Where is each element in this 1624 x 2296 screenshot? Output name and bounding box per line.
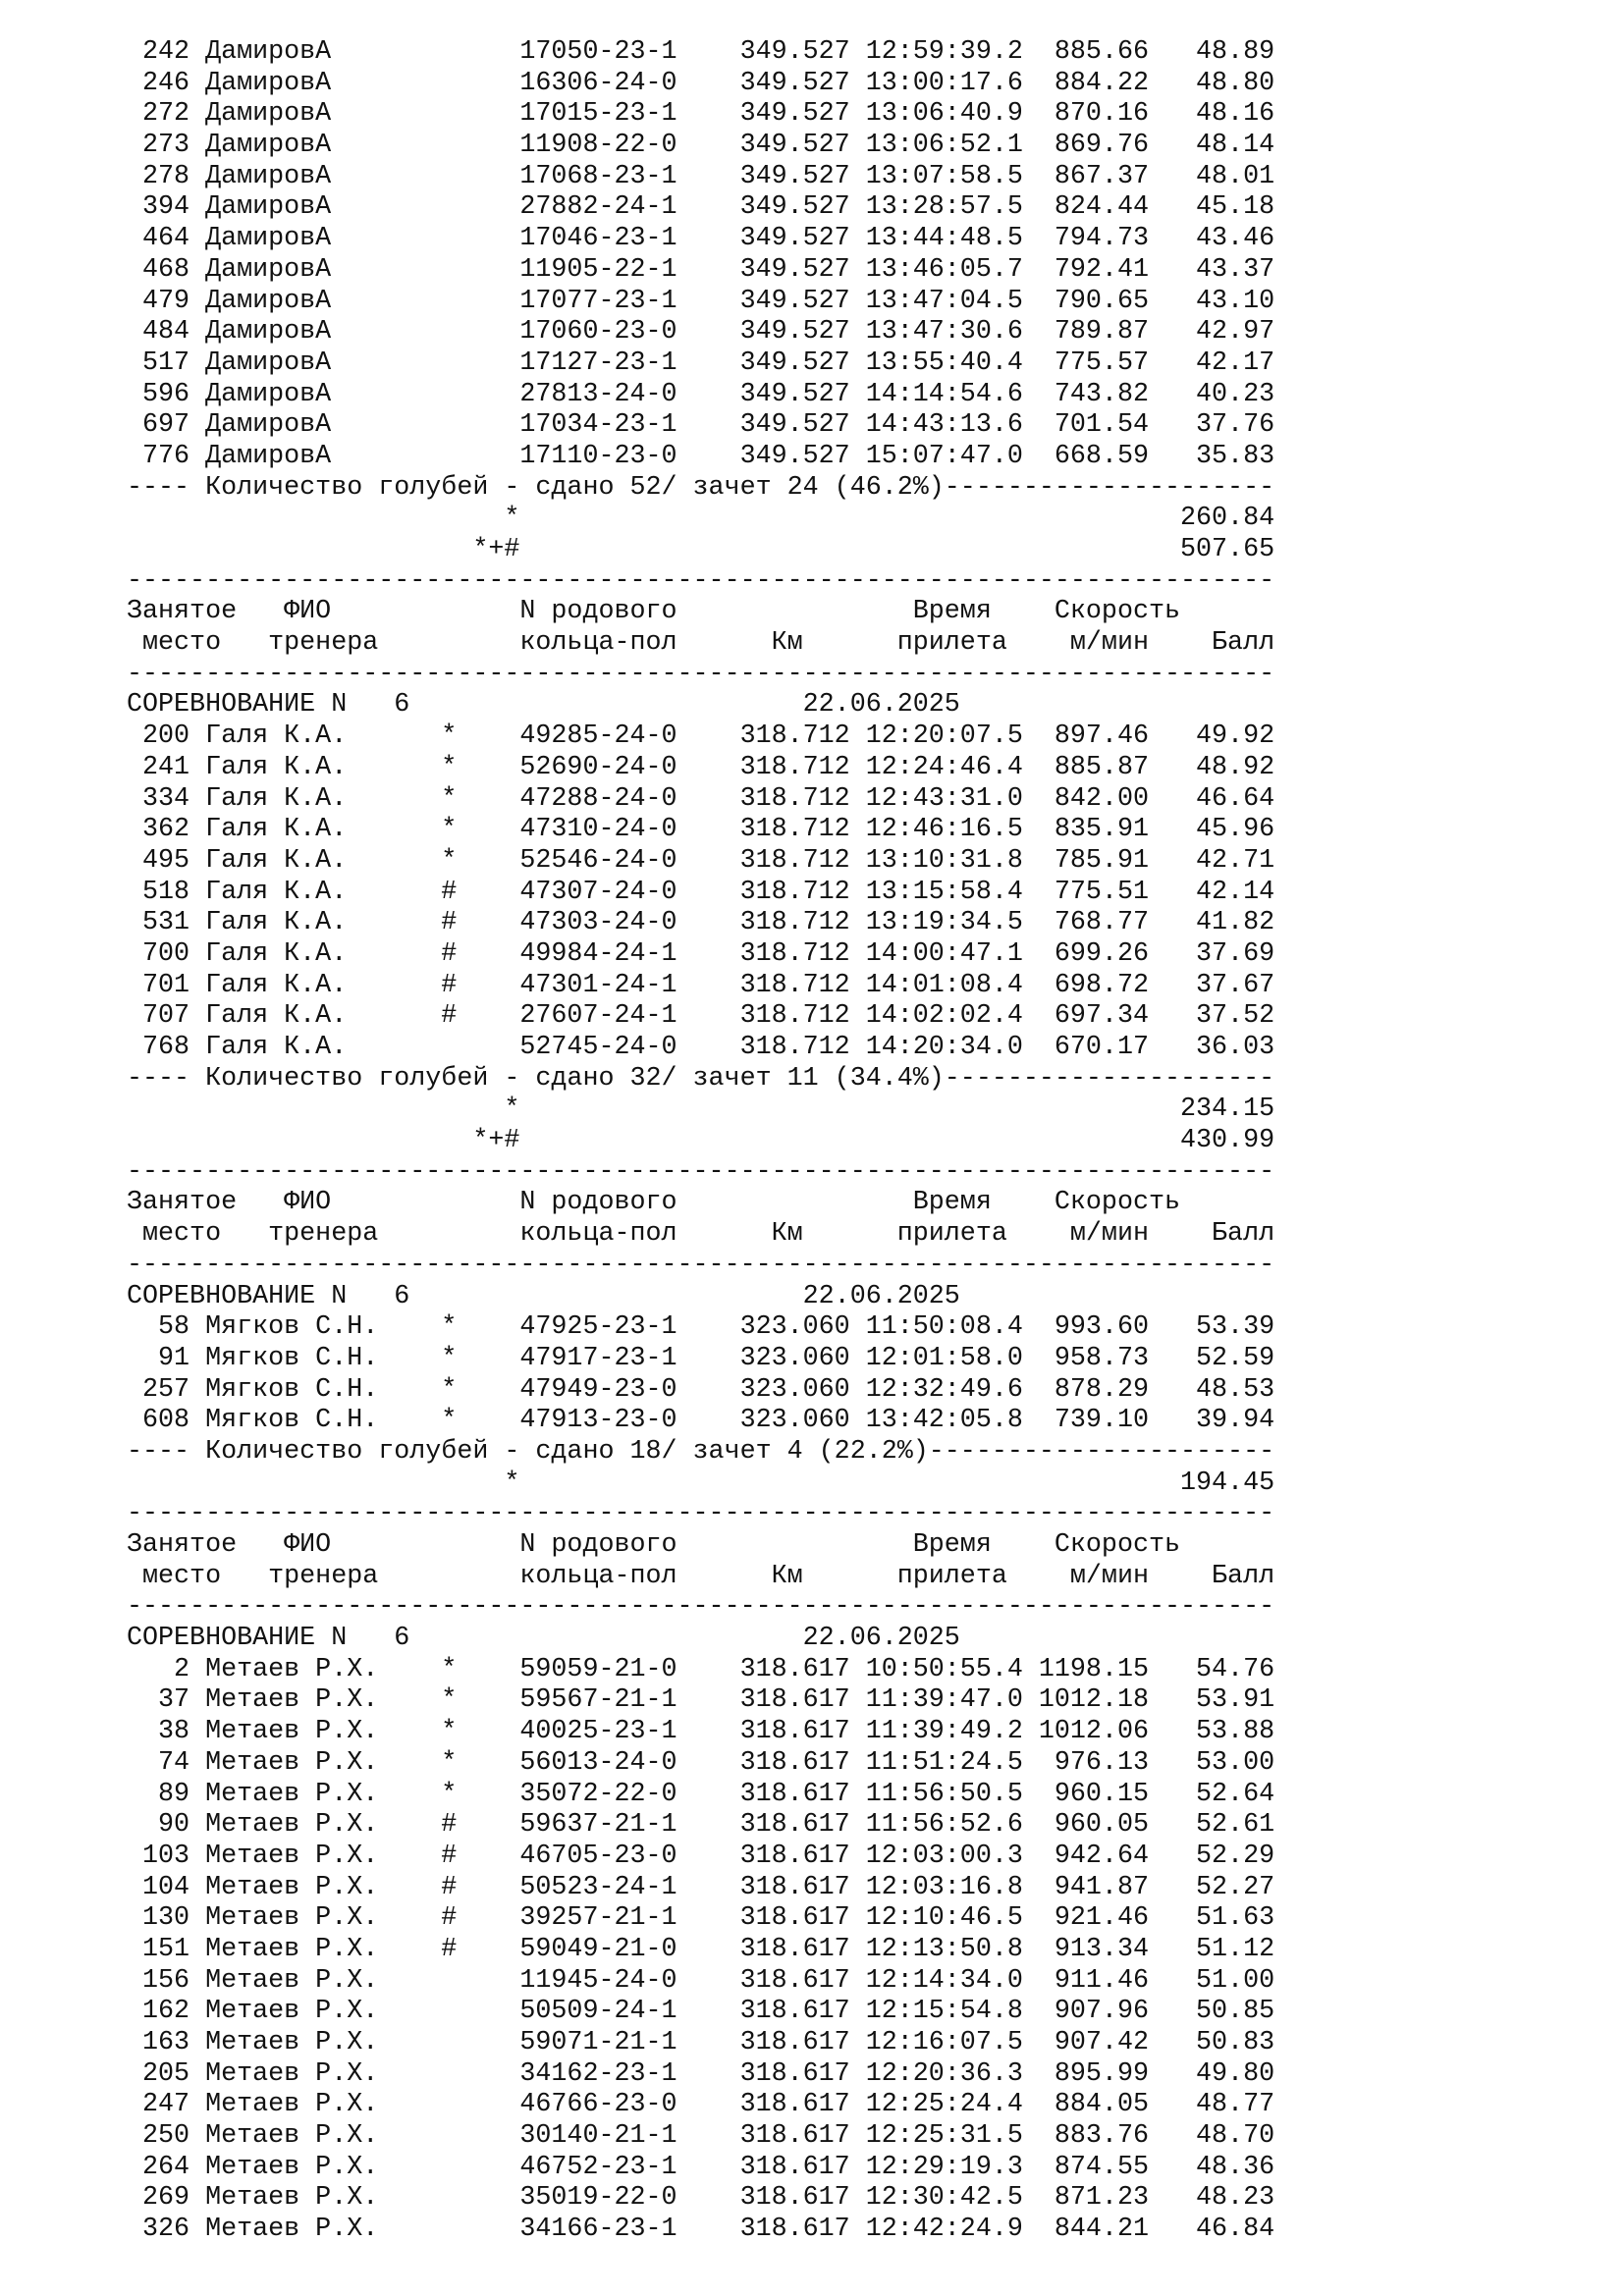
table-row: 273 ДамировА 11908-22-0 349.527 13:06:52.1 869.76 48.14 <box>127 131 1275 161</box>
block-total: *+# 507.65 <box>127 535 1275 564</box>
table-row: 484 ДамировА 17060-23-0 349.527 13:47:30.6 789.87 42.97 <box>127 317 1275 347</box>
block-summary: ---- Количество голубей - сдано 32/ зачет 11 (34.4%)--------------------- <box>127 1063 1275 1094</box>
table-row: 38 Метаев Р.Х. * 40025-23-1 318.617 11:39:49.2 1012.06 53.88 <box>127 1717 1275 1747</box>
table-row: 479 ДамировА 17077-23-1 349.527 13:47:04.5 790.65 43.10 <box>127 286 1275 316</box>
table-row: 89 Метаев Р.Х. * 35072-22-0 318.617 11:56:50.5 960.15 52.64 <box>127 1779 1275 1809</box>
table-row: 241 Галя К.А. * 52690-24-0 318.712 12:24:46.4 885.87 48.92 <box>127 752 1275 782</box>
table-row: 103 Метаев Р.Х. # 46705-23-0 318.617 12:03:00.3 942.64 52.29 <box>127 1841 1275 1871</box>
table-row: 200 Галя К.А. * 49285-24-0 318.712 12:20:07.5 897.46 49.92 <box>127 721 1275 752</box>
table-row: 768 Галя К.А. 52745-24-0 318.712 14:20:34.0 670.17 36.03 <box>127 1033 1275 1062</box>
table-row: 257 Мягков С.Н. * 47949-23-0 323.060 12:32:49.6 878.29 48.53 <box>127 1374 1275 1405</box>
block-total: * 260.84 <box>127 504 1275 534</box>
table-row: 90 Метаев Р.Х. # 59637-21-1 318.617 11:56:52.6 960.05 52.61 <box>127 1810 1275 1841</box>
table-row: 246 ДамировА 16306-24-0 349.527 13:00:17.6 884.22 48.80 <box>127 68 1275 98</box>
column-header-line-1: Занятое ФИО N родового Время Скорость <box>127 1188 1181 1218</box>
table-row: 250 Метаев Р.Х. 30140-21-1 318.617 12:25:31.5 883.76 48.70 <box>127 2121 1275 2152</box>
table-row: 531 Галя К.А. # 47303-24-0 318.712 13:19:34.5 768.77 41.82 <box>127 908 1275 938</box>
table-row: 104 Метаев Р.Х. # 50523-24-1 318.617 12:03:16.8 941.87 52.27 <box>127 1872 1275 1902</box>
table-row: 464 ДамировА 17046-23-1 349.527 13:44:48.5 794.73 43.46 <box>127 224 1275 254</box>
table-row: 468 ДамировА 11905-22-1 349.527 13:46:05.7 792.41 43.37 <box>127 254 1275 285</box>
results-printout <box>127 37 1274 2246</box>
table-row: 2 Метаев Р.Х. * 59059-21-0 318.617 10:50:55.4 1198.15 54.76 <box>127 1654 1275 1684</box>
table-row: 697 ДамировА 17034-23-1 349.527 14:43:13.6 701.54 37.76 <box>127 410 1275 441</box>
table-row: 130 Метаев Р.Х. # 39257-21-1 318.617 12:10:46.5 921.46 51.63 <box>127 1903 1275 1934</box>
table-row: 334 Галя К.А. * 47288-24-0 318.712 12:43:31.0 842.00 46.64 <box>127 783 1275 814</box>
table-row: 495 Галя К.А. * 52546-24-0 318.712 13:10:31.8 785.91 42.71 <box>127 845 1275 876</box>
table-row: 162 Метаев Р.Х. 50509-24-1 318.617 12:15:54.8 907.96 50.85 <box>127 1997 1275 2027</box>
table-row: 156 Метаев Р.Х. 11945-24-0 318.617 12:14:34.0 911.46 51.00 <box>127 1965 1275 1996</box>
competition-title: СОРЕВНОВАНИЕ N 6 22.06.2025 <box>127 1624 960 1654</box>
block-total: * 194.45 <box>127 1468 1275 1498</box>
table-row: 205 Метаев Р.Х. 34162-23-1 318.617 12:20:36.3 895.99 49.80 <box>127 2058 1275 2089</box>
table-row: 151 Метаев Р.Х. # 59049-21-0 318.617 12:13:50.8 913.34 51.12 <box>127 1934 1275 1964</box>
competition-title: СОРЕВНОВАНИЕ N 6 22.06.2025 <box>127 1281 960 1311</box>
table-row: 701 Галя К.А. # 47301-24-1 318.712 14:01:08.4 698.72 37.67 <box>127 970 1275 1000</box>
table-row: 326 Метаев Р.Х. 34166-23-1 318.617 12:42:24.9 844.21 46.84 <box>127 2215 1275 2245</box>
table-row: 269 Метаев Р.Х. 35019-22-0 318.617 12:30:42.5 871.23 48.23 <box>127 2183 1275 2214</box>
column-header-line-1: Занятое ФИО N родового Время Скорость <box>127 1530 1181 1560</box>
table-row: 608 Мягков С.Н. * 47913-23-0 323.060 13:42:05.8 739.10 39.94 <box>127 1406 1275 1436</box>
block-total: *+# 430.99 <box>127 1126 1275 1156</box>
table-row: 776 ДамировА 17110-23-0 349.527 15:07:47.0 668.59 35.83 <box>127 441 1275 471</box>
block-divider: ------------------------------------------------------------------------- <box>127 565 1275 596</box>
table-row: 394 ДамировА 27882-24-1 349.527 13:28:57.5 824.44 45.18 <box>127 192 1275 223</box>
block-summary: ---- Количество голубей - сдано 52/ зачет 24 (46.2%)--------------------- <box>127 472 1275 503</box>
header-divider: ------------------------------------------------------------------------- <box>127 659 1275 689</box>
block-divider: ------------------------------------------------------------------------- <box>127 1499 1275 1529</box>
table-row: 163 Метаев Р.Х. 59071-21-1 318.617 12:16:07.5 907.42 50.83 <box>127 2028 1275 2057</box>
table-row: 91 Мягков С.Н. * 47917-23-1 323.060 12:01:58.0 958.73 52.59 <box>127 1343 1275 1373</box>
table-row: 596 ДамировА 27813-24-0 349.527 14:14:54.6 743.82 40.23 <box>127 379 1275 409</box>
competition-title: СОРЕВНОВАНИЕ N 6 22.06.2025 <box>127 690 960 721</box>
header-divider: ------------------------------------------------------------------------- <box>127 1592 1275 1623</box>
table-row: 74 Метаев Р.Х. * 56013-24-0 318.617 11:51:24.5 976.13 53.00 <box>127 1747 1275 1778</box>
table-row: 58 Мягков С.Н. * 47925-23-1 323.060 11:50:08.4 993.60 53.39 <box>127 1312 1275 1343</box>
block-total: * 234.15 <box>127 1095 1275 1125</box>
table-row: 362 Галя К.А. * 47310-24-0 318.712 12:46:16.5 835.91 45.96 <box>127 815 1275 845</box>
table-row: 242 ДамировА 17050-23-1 349.527 12:59:39.2 885.66 48.89 <box>127 37 1275 67</box>
block-summary: ---- Количество голубей - сдано 18/ зачет 4 (22.2%)---------------------- <box>127 1436 1275 1467</box>
column-header-line-1: Занятое ФИО N родового Время Скорость <box>127 597 1181 627</box>
table-row: 518 Галя К.А. # 47307-24-0 318.712 13:15:58.4 775.51 42.14 <box>127 877 1275 907</box>
table-row: 272 ДамировА 17015-23-1 349.527 13:06:40.9 870.16 48.16 <box>127 99 1275 130</box>
table-row: 517 ДамировА 17127-23-1 349.527 13:55:40.4 775.57 42.17 <box>127 347 1275 378</box>
table-row: 264 Метаев Р.Х. 46752-23-1 318.617 12:29:19.3 874.55 48.36 <box>127 2152 1275 2182</box>
column-header-line-2: место тренера кольца-пол Км прилета м/мин Балл <box>127 1219 1275 1250</box>
column-header-line-2: место тренера кольца-пол Км прилета м/мин Балл <box>127 1561 1275 1591</box>
column-header-line-2: место тренера кольца-пол Км прилета м/мин Балл <box>127 628 1275 659</box>
block-divider: ------------------------------------------------------------------------- <box>127 1156 1275 1187</box>
table-row: 278 ДамировА 17068-23-1 349.527 13:07:58.5 867.37 48.01 <box>127 161 1275 191</box>
table-row: 707 Галя К.А. # 27607-24-1 318.712 14:02:02.4 697.34 37.52 <box>127 1001 1275 1032</box>
header-divider: ------------------------------------------------------------------------- <box>127 1250 1275 1280</box>
table-row: 37 Метаев Р.Х. * 59567-21-1 318.617 11:39:47.0 1012.18 53.91 <box>127 1685 1275 1716</box>
table-row: 247 Метаев Р.Х. 46766-23-0 318.617 12:25:24.4 884.05 48.77 <box>127 2090 1275 2120</box>
table-row: 700 Галя К.А. # 49984-24-1 318.712 14:00:47.1 699.26 37.69 <box>127 938 1275 969</box>
